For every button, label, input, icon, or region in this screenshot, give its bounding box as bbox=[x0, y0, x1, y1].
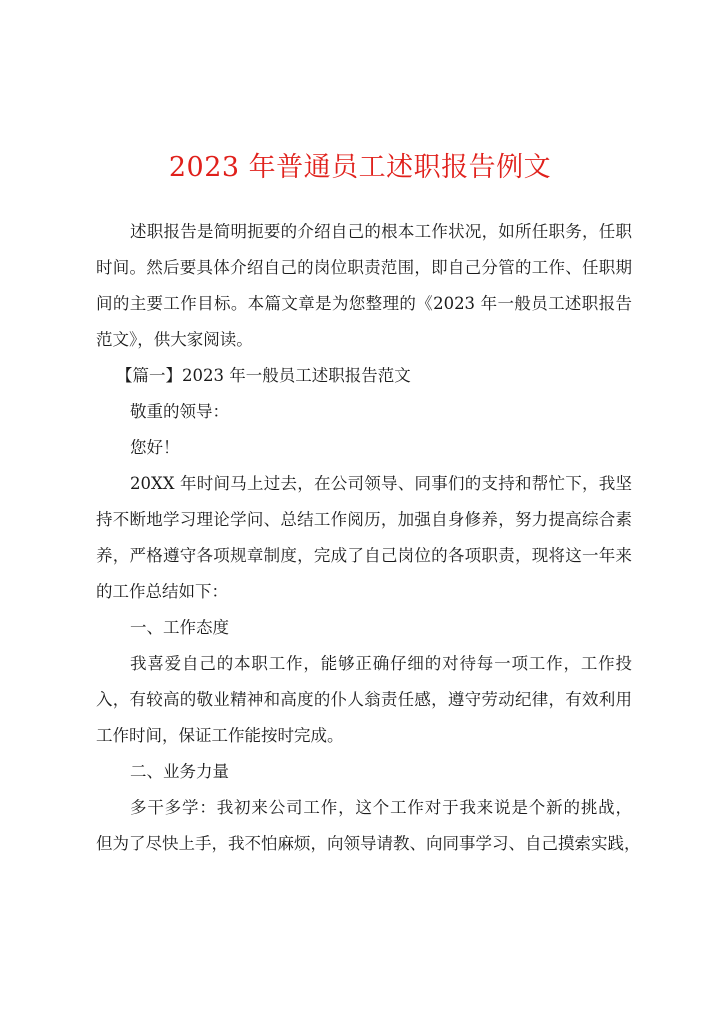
text-line: 您好！ bbox=[130, 438, 180, 457]
text-line: 二、业务力量 bbox=[130, 762, 229, 781]
text-line: 持不断地学习理论学问、总结工作阅历，加强自身修养，努力提高综合素 bbox=[96, 510, 632, 529]
text-line: 养，严格遵守各项规章制度，完成了自己岗位的各项职责，现将这一年来 bbox=[96, 546, 632, 565]
text-line: 我喜爱自己的本职工作，能够正确仔细的对待每一项工作，工作投 bbox=[130, 654, 632, 673]
salutation bbox=[96, 394, 632, 430]
section-heading-work-attitude bbox=[96, 610, 632, 646]
paragraph-summary bbox=[96, 466, 632, 610]
document-body bbox=[96, 214, 641, 862]
section-heading-business-ability bbox=[96, 754, 632, 790]
text-line: 但为了尽快上手，我不怕麻烦，向领导请教、向同事学习、自己摸索实践， bbox=[96, 834, 641, 853]
text-line: 时间。然后要具体介绍自己的岗位职责范围，即自己分管的工作、任职期 bbox=[96, 258, 632, 277]
text-line: 入，有较高的敬业精神和高度的仆人翁责任感，遵守劳动纪律，有效利用 bbox=[96, 690, 632, 709]
text-line: 间的主要工作目标。本篇文章是为您整理的《2023 年一般员工述职报告 bbox=[96, 294, 632, 313]
paragraph-business-ability bbox=[96, 790, 641, 862]
text-line: 范文》，供大家阅读。 bbox=[96, 330, 253, 349]
text-line: 工作时间，保证工作能按时完成。 bbox=[96, 726, 344, 745]
document-title: 2023 年普通员工述职报告例文 bbox=[168, 152, 552, 183]
text-line: 20XX 年时间马上过去，在公司领导、同事们的支持和帮忙下，我坚 bbox=[130, 474, 632, 493]
text-line: 敬重的领导： bbox=[130, 402, 229, 421]
text-line: 述职报告是简明扼要的介绍自己的根本工作状况，如所任职务，任职 bbox=[130, 222, 632, 241]
paragraph-work-attitude bbox=[96, 646, 632, 754]
section-heading-part-one bbox=[96, 358, 632, 394]
greeting bbox=[96, 430, 632, 466]
text-line: 多干多学：我初来公司工作，这个工作对于我来说是个新的挑战， bbox=[130, 798, 632, 817]
paragraph-intro bbox=[96, 214, 632, 358]
text-line: 一、工作态度 bbox=[130, 618, 229, 637]
text-line: 【篇一】2023 年一般员工述职报告范文 bbox=[116, 366, 411, 385]
text-line: 的工作总结如下： bbox=[96, 582, 228, 601]
